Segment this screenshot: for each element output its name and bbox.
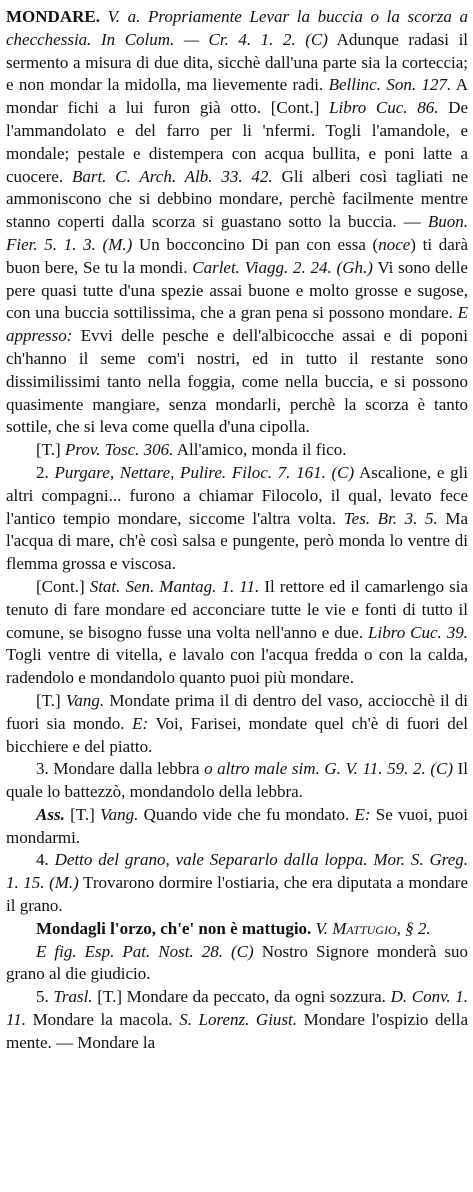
- citation-text: Mondate prima il di dentro del vaso, acciocchè il di fuori sia mondo.: [6, 690, 469, 733]
- proverb: Mondagli l'orzo, ch'e' non è mattugio.: [36, 918, 312, 938]
- entry-sense-4: [6, 849, 468, 917]
- headword: MONDARE.: [6, 7, 100, 26]
- citation-tag: [Cont.]: [270, 98, 320, 118]
- citation-text: Evvi delle pesche e dell'albicocche assai e di poponi ch'hanno il seme com'i nostri, ed in tutto il restante sono dissimilissimi tanto nella foggia, come nella buccia, e si possono quasimente mangiare, senza mondarli, perchè la scorza è tanto sottile, che si leva come quella d'una cipolla.: [6, 326, 468, 437]
- entry-sense-5: [6, 986, 468, 1054]
- citation-gloss: noce: [378, 234, 411, 254]
- definition: Purgare, Nettare, Pulire.: [54, 462, 227, 482]
- citation-text: Se vuoi, puoi mondarmi.: [6, 804, 469, 847]
- citation-ref: Libro Cuc. 39.: [368, 622, 468, 642]
- citation-ref: Mor. S. Greg. 1. 15. (M.): [6, 850, 469, 893]
- citation-text-part: ) ti darà buon bere, Se tu la mondi.: [6, 234, 468, 277]
- citation-ref: E:: [354, 804, 371, 824]
- citation-text: Nostro Signore monderà suo grano al die giudicio.: [6, 941, 469, 984]
- citation-ref: E fig. Esp. Pat. Nost. 28. (C): [36, 941, 254, 961]
- definition: Detto del grano, vale Separarlo dalla loppa.: [54, 850, 368, 870]
- citation-text-part: Un bocconcino Di pan con essa (: [138, 234, 379, 254]
- citation-tag: [T.]: [97, 987, 122, 1007]
- sense-number: 3.: [36, 759, 49, 779]
- citation-text: Trovarono dormire l'ostiaria, che era diputata a mondare il grano.: [6, 873, 468, 916]
- citation-ref: Tes. Br. 3. 5.: [343, 508, 438, 528]
- citation-text: Quando vide che fu mondato.: [143, 804, 350, 824]
- citation-ref: Carlet. Viagg. 2. 24. (Gh.): [192, 257, 373, 277]
- entry-sense-1: [6, 6, 468, 439]
- citation-ref: Bart. C. Arch. Alb. 33. 42.: [71, 166, 273, 186]
- citation-text: Il quale lo battezzò, mondandolo della lebbra.: [6, 759, 469, 802]
- sense-number: 2.: [36, 462, 49, 482]
- entry-sense-3: [6, 758, 468, 804]
- citation-ref: E appresso:: [6, 303, 468, 346]
- citation-text: Ascalione, e gli altri compagni... furono a chiamar Filocolo, il qual, levato fece l'antico tempio mondare, siccome l'altra volta.: [6, 462, 469, 528]
- citation-ref: D. Conv. 1. 11.: [6, 987, 469, 1030]
- citation-ref: Vang.: [65, 690, 105, 710]
- citation-ref: E:: [132, 713, 149, 733]
- citation-text: Voi, Farisei, mondate quel ch'è di fuori del bicchiere e del piatto.: [6, 713, 468, 756]
- citation-ref: G. V. 11. 59. 2. (C): [324, 759, 454, 779]
- citation-text: Ma l'acqua di mare, ch'è così salsa e pungente, però monda lo ventre di flemma grossa e viscosa.: [6, 508, 469, 574]
- citation-ref: In Colum. — Cr. 4. 1. 2. (C): [101, 29, 328, 49]
- citation-text: Il rettore ed il camarlengo sia tenuto di fare mondare ed acconciare tutte le vie e fonti di tutto il comune, se bisogno fusse una volta nell'anno e due.: [6, 576, 469, 642]
- citation-text: A mondar fichi a lui furon già otto.: [6, 75, 468, 118]
- citation-ref: Bellinc. Son. 127.: [328, 75, 452, 95]
- citation-text: Adunque radasi il sermento a misura di due dita, sicchè dall'una parte sia la corteccia; e non mondar la midolla, ma lievemente radi.: [6, 29, 469, 95]
- citation-tag: [T.]: [36, 440, 61, 460]
- citation-text: Togli ventre di vitella, e lavalo con l'acqua fredda o con la calda, radendolo e mondandolo quanto puoi più mondare.: [6, 645, 468, 688]
- entry-sense-2-cont: [6, 576, 468, 690]
- sense-number: 5.: [36, 987, 49, 1007]
- citation-ref: Stat. Sen. Mantag. 1. 11.: [89, 576, 260, 596]
- citation-ref: Libro Cuc. 86.: [329, 98, 439, 118]
- entry-sense-3-absolute: [6, 804, 468, 850]
- citation-tag: [T.]: [36, 690, 61, 710]
- citation-ref: Prov. Tosc. 306.: [64, 440, 174, 460]
- citation-text: De l'ammandolato e del farro per li 'nfermi. Togli l'amandole, e mondale; pestale e distempera con acqua bullita, e poni latte a cuocere.: [6, 98, 469, 186]
- definition: Mondare dalla lebbra: [53, 759, 200, 779]
- citation-text: Vi sono delle pere quasi tutte d'una spezie assai buone e molto grosse e sugose, con una buccia sottilissima, che a gran pena si possono mondare.: [6, 257, 468, 323]
- citation-tag: [T.]: [70, 804, 95, 824]
- usage-label: Ass.: [36, 804, 65, 824]
- citation-ref: Vang.: [100, 804, 139, 824]
- citation-text: Mondare l'ospizio della mente. — Mondare la: [6, 1010, 469, 1052]
- definition-qualifier: o altro male sim.: [204, 759, 320, 779]
- citation-text: All'amico, monda il fico.: [176, 440, 347, 460]
- citation-ref: Filoc. 7. 161. (C): [231, 462, 355, 482]
- citation-ref: S. Lorenz. Giust.: [179, 1010, 298, 1030]
- entry-proverb: [6, 918, 468, 941]
- part-of-speech: V. a.: [107, 7, 141, 26]
- entry-sense-1-proverb: [6, 439, 468, 462]
- definition: Propriamente Levar la buccia o la scorza a checchessia.: [6, 7, 469, 49]
- sense-number: 4.: [36, 850, 49, 870]
- entry-sense-2-vang: [6, 690, 468, 758]
- citation-text: Mondare la macola.: [32, 1010, 173, 1030]
- citation-ref: Buon. Fier. 5. 1. 3. (M.): [6, 212, 469, 254]
- citation-tag: [Cont.]: [36, 576, 85, 596]
- citation-text: Mondare da peccato, da ogni sozzura.: [126, 987, 386, 1007]
- citation-text: Gli alberi così tagliati ne ammoniscono che si debbino mondare, perchè facilmente mentre stanno coperti dalla scorza si guastano sotto la buccia. —: [6, 166, 469, 232]
- definition: Trasl.: [53, 987, 93, 1007]
- entry-sense-2: [6, 462, 468, 576]
- entry-sense-4-figurative: [6, 941, 468, 987]
- cross-reference: V. Mattugio, § 2.: [315, 918, 431, 938]
